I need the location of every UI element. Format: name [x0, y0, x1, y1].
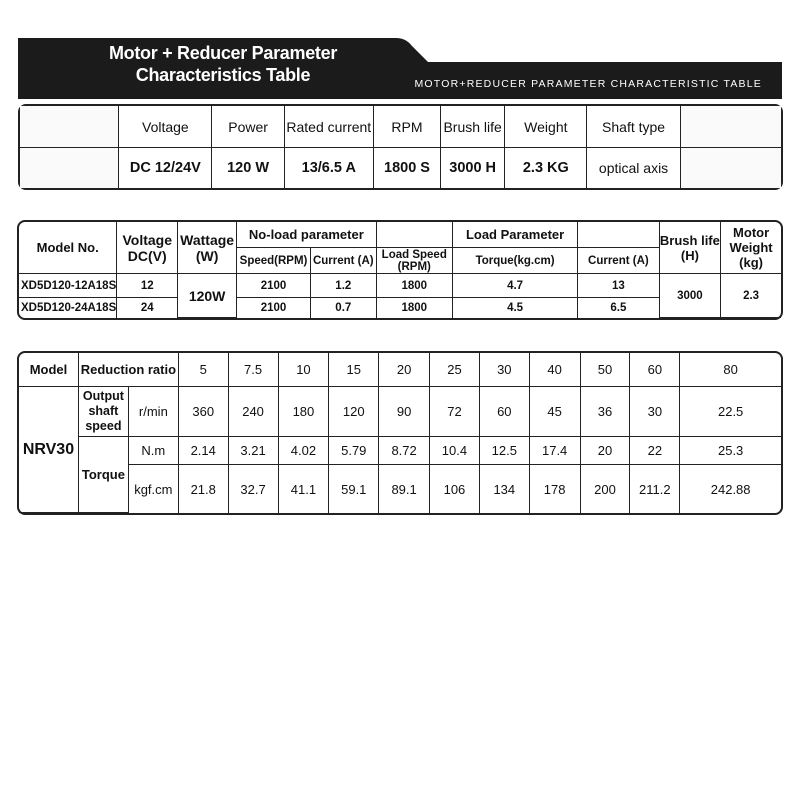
ratio-value: 80 — [680, 353, 781, 387]
torque-kgf-value: 32.7 — [229, 465, 279, 513]
torque-value: 4.7 — [453, 274, 578, 298]
noload-current-value: 1.2 — [311, 274, 377, 298]
voltage-value: 24 — [117, 298, 178, 318]
blank-cell — [20, 148, 119, 188]
model-number: XD5D120-12A18S — [19, 274, 117, 298]
blank-cell — [377, 222, 453, 248]
noload-speed-value: 2100 — [237, 298, 311, 318]
summary-header: RPM — [374, 106, 441, 148]
brush-life-value: 3000 — [660, 274, 722, 318]
summary-header: Brush life — [441, 106, 505, 148]
torque-kgf-value: 242.88 — [710, 481, 751, 497]
load-current-value: 13 — [578, 274, 659, 298]
blank-cell — [578, 222, 659, 248]
unit-nm: N.m — [129, 437, 179, 465]
ratio-value: 25 — [430, 353, 480, 387]
summary-header: Voltage — [119, 106, 212, 148]
blank-cell — [20, 106, 119, 148]
summary-value: DC 12/24V — [119, 148, 212, 188]
header-brush-line-1: Brush life — [659, 232, 720, 248]
ratio-value: 10 — [279, 353, 330, 387]
header-noload: No-load parameter — [237, 222, 377, 248]
speed-value: 360 — [179, 387, 229, 437]
speed-value: 180 — [279, 387, 330, 437]
header-model-no: Model No. — [19, 222, 117, 274]
blank-cell — [681, 148, 781, 188]
torque-kgf-value: 211.2 — [630, 465, 680, 513]
torque-nm-value: 25.3 — [680, 437, 781, 465]
table-row — [19, 274, 781, 298]
summary-value: optical axis — [587, 148, 680, 188]
weight-value: 2.3 — [721, 274, 781, 318]
header-noload-speed: Speed(RPM) — [237, 248, 311, 274]
ratio-value: 50 — [581, 353, 631, 387]
header-voltage-line-1: Voltage — [122, 231, 172, 248]
torque-nm-value: 4.02 — [279, 437, 330, 465]
reducer-ratio-row — [19, 353, 781, 387]
summary-header: Rated current — [285, 106, 374, 148]
wattage-value: 120W — [178, 274, 237, 318]
header-reduction-ratio: Reduction ratio — [79, 353, 179, 387]
summary-value: 3000 H — [441, 148, 505, 188]
torque-nm-value: 2.14 — [179, 437, 229, 465]
summary-value: 1800 S — [374, 148, 441, 188]
torque-kgf-value: 41.1 — [279, 465, 330, 513]
reducer-table — [17, 351, 783, 515]
model-number: XD5D120-24A18S — [19, 298, 117, 318]
summary-value-row — [20, 148, 781, 188]
summary-value: 2.3 KG — [505, 148, 587, 188]
label-output-speed: Output shaft speed — [79, 387, 129, 437]
ratio-value: 5 — [179, 353, 229, 387]
page-subtitle: MOTOR+REDUCER PARAMETER CHARACTERISTIC TABLE — [414, 78, 762, 90]
model-header-row-1 — [19, 222, 781, 248]
speed-value: 72 — [430, 387, 480, 437]
header-brush-life — [660, 222, 722, 274]
voltage-value: 12 — [117, 274, 178, 298]
torque-kgf-value: 200 — [581, 465, 631, 513]
header-weight-line-1: Motor Weight — [729, 225, 773, 255]
summary-value: 13/6.5 A — [285, 148, 374, 188]
unit-kgf: kgf.cm — [129, 465, 179, 513]
load-speed-value: 1800 — [377, 298, 453, 318]
model-table — [17, 220, 783, 320]
ratio-value: 40 — [530, 353, 581, 387]
torque-nm-value: 17.4 — [530, 437, 581, 465]
summary-header: Shaft type — [587, 106, 680, 148]
header-banner — [18, 38, 782, 99]
ratio-value: 30 — [480, 353, 530, 387]
speed-value: 45 — [530, 387, 581, 437]
summary-table — [18, 104, 783, 190]
title-line-2: Characteristics Table — [135, 65, 311, 85]
header-brush-line-2: (H) — [680, 247, 699, 263]
noload-speed-value: 2100 — [237, 274, 311, 298]
ratio-value: 60 — [630, 353, 680, 387]
header-load-speed: Load Speed (RPM) — [377, 248, 453, 274]
reducer-model-name: NRV30 — [19, 387, 79, 513]
unit-speed: r/min — [129, 387, 179, 437]
page-title — [78, 42, 368, 86]
label-torque: Torque — [79, 437, 129, 513]
title-line-1: Motor + Reducer Parameter — [108, 43, 338, 63]
speed-value: 22.5 — [680, 387, 781, 437]
header-weight — [721, 222, 781, 274]
summary-value: 120 W — [212, 148, 284, 188]
torque-kgf-value: 21.8 — [179, 465, 229, 513]
reducer-speed-row — [19, 387, 781, 437]
reducer-torque-kgf-row — [19, 465, 781, 513]
noload-current-value: 0.7 — [311, 298, 377, 318]
torque-nm-value: 3.21 — [229, 437, 279, 465]
header-noload-current: Current (A) — [311, 248, 377, 274]
torque-kgf-value: 178 — [530, 465, 581, 513]
header-voltage-line-2: DC(V) — [127, 247, 167, 264]
header-weight-line-2: (kg) — [739, 255, 764, 270]
torque-nm-value: 12.5 — [480, 437, 530, 465]
speed-value: 36 — [581, 387, 631, 437]
header-voltage — [117, 222, 178, 274]
reducer-torque-nm-row — [19, 437, 781, 465]
load-speed-value: 1800 — [377, 274, 453, 298]
ratio-value: 15 — [329, 353, 379, 387]
torque-nm-value: 8.72 — [379, 437, 430, 465]
torque-nm-value: 22 — [630, 437, 680, 465]
header-load-current: Current (A) — [578, 248, 659, 274]
speed-value: 240 — [229, 387, 279, 437]
summary-header: Weight — [505, 106, 587, 148]
speed-value: 30 — [630, 387, 680, 437]
torque-value: 4.5 — [453, 298, 578, 318]
speed-value: 90 — [379, 387, 430, 437]
header-torque: Torque(kg.cm) — [453, 248, 578, 274]
header-load-param: Load Parameter — [453, 222, 578, 248]
load-current-value: 6.5 — [578, 298, 659, 318]
torque-nm-value: 20 — [581, 437, 631, 465]
torque-nm-value: 5.79 — [329, 437, 379, 465]
header-wattage-line-2: (W) — [195, 247, 219, 264]
torque-kgf-value: 89.1 — [379, 465, 430, 513]
ratio-value: 20 — [379, 353, 430, 387]
torque-kgf-value: 134 — [480, 465, 530, 513]
summary-header: Power — [212, 106, 284, 148]
blank-cell — [681, 106, 781, 148]
ratio-value: 7.5 — [229, 353, 279, 387]
speed-value: 120 — [329, 387, 379, 437]
summary-header-row — [20, 106, 781, 148]
speed-value: 60 — [480, 387, 530, 437]
torque-kgf-value: 106 — [430, 465, 480, 513]
header-wattage-line-1: Wattage — [180, 231, 235, 248]
header-wattage — [178, 222, 237, 274]
torque-kgf-value: 59.1 — [329, 465, 379, 513]
torque-nm-value: 10.4 — [430, 437, 480, 465]
header-model: Model — [19, 353, 79, 387]
